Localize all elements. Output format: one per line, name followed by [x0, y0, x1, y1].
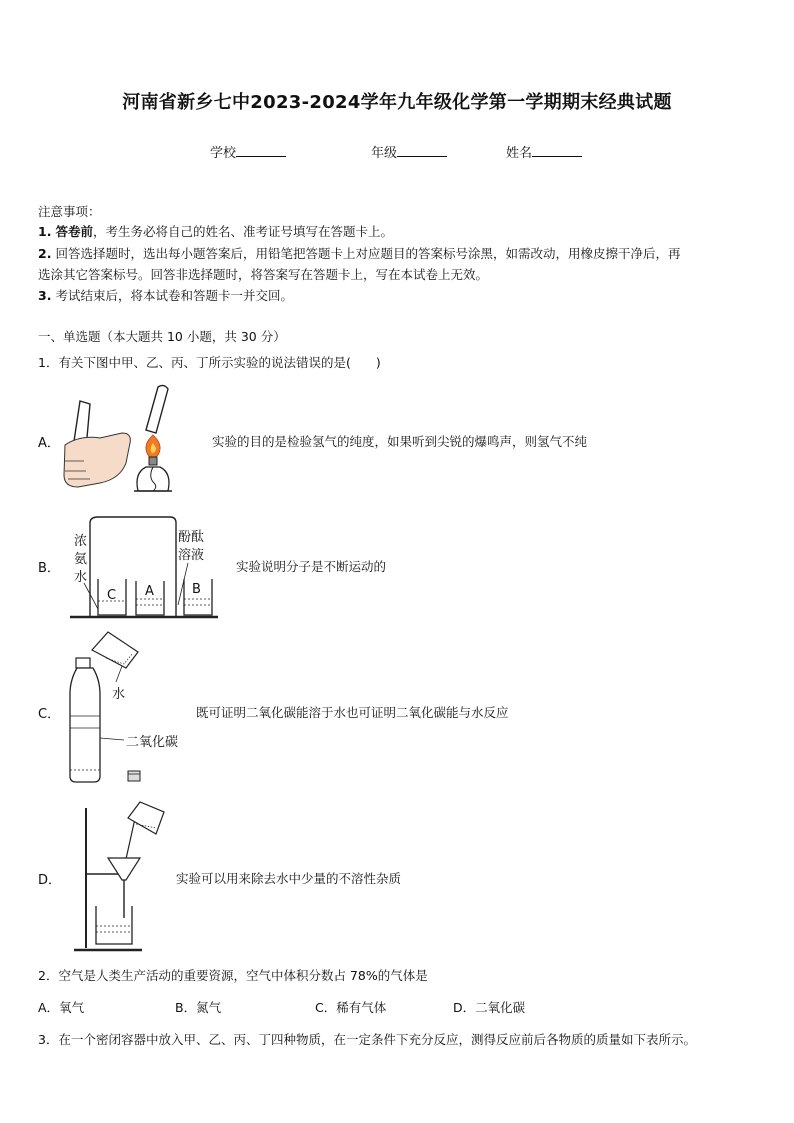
note-text: ，考生务必将自己的姓名、准考证号填写在答题卡上。	[92, 224, 393, 239]
note-item	[38, 264, 488, 285]
bell-jar-icon	[90, 517, 176, 617]
choice-option[interactable]	[453, 997, 525, 1018]
plastic-bottle-icon	[70, 658, 100, 782]
option-label: A．	[38, 1000, 60, 1015]
ammonia-label-1: 浓	[74, 534, 88, 549]
hand-icon	[64, 433, 130, 487]
beaker-label: A	[145, 584, 154, 599]
beaker-icon	[136, 581, 164, 615]
beaker-icon	[98, 579, 126, 615]
beaker-icon	[96, 906, 132, 944]
option-text: 既可证明二氧化碳能溶于水也可证明二氧化碳能与水反应	[196, 705, 509, 720]
choice-option[interactable]	[175, 997, 221, 1018]
option-label: D．	[453, 1000, 476, 1015]
note-item	[38, 221, 393, 242]
note-num: 3.	[38, 288, 52, 303]
page-title: 河南省新乡七中2023-2024学年九年级化学第一学期期末经典试题	[122, 92, 672, 113]
name-field[interactable]	[506, 142, 582, 161]
pouring-beaker-icon	[92, 632, 138, 668]
option-label: C．	[38, 707, 61, 722]
figure-ammonia-diffusion	[68, 513, 220, 623]
name-label: 姓名	[506, 146, 533, 161]
beaker-label: B	[192, 582, 201, 597]
note-text: 回答选择题时，选出每小题答案后，用铅笔把答题卡上对应题目的答案标号涂黑，如需改动，用橡皮擦干净后，再	[55, 246, 681, 261]
ammonia-label-2: 氨	[74, 552, 88, 567]
note-item	[38, 243, 680, 264]
option-label: B．	[38, 561, 60, 576]
note-item	[38, 285, 293, 306]
grade-field[interactable]	[371, 142, 447, 161]
option-text: 氮气	[196, 1000, 222, 1015]
bottle-cap-icon	[128, 771, 140, 781]
option-label: A．	[38, 436, 60, 451]
option-text: 实验说明分子是不断运动的	[236, 559, 387, 574]
note-text: 选涂其它答案标号。回答非选择题时，将答案写在答题卡上，写在本试卷上无效。	[38, 267, 489, 282]
beaker-icon	[184, 579, 212, 615]
option-label: C．	[315, 1000, 337, 1015]
beaker-label: C	[107, 588, 117, 603]
option-text: 实验可以用来除去水中少量的不溶性杂质	[176, 871, 402, 886]
school-blank[interactable]	[236, 145, 286, 157]
note-num: 2.	[38, 246, 52, 261]
flame-icon	[146, 435, 160, 458]
figure-filtration	[70, 800, 170, 955]
option-text: 稀有气体	[336, 1000, 387, 1015]
option-text: 氧气	[59, 1000, 85, 1015]
figure-hydrogen-test	[60, 383, 190, 498]
question-stem: 3．在一个密闭容器中放入甲、乙、丙、丁四种物质，在一定条件下充分反应，测得反应前后各物质的质量如下表所示。	[38, 1032, 696, 1047]
note-text: 考试结束后，将本试卷和答题卡一并交回。	[55, 288, 293, 303]
name-blank[interactable]	[532, 145, 582, 157]
inverted-tube-icon	[146, 385, 168, 433]
grade-blank[interactable]	[397, 145, 447, 157]
water-label: 水	[112, 687, 126, 702]
option-label: B．	[175, 1000, 197, 1015]
choice-option[interactable]	[38, 997, 84, 1018]
phenol-label-2: 溶液	[178, 548, 205, 563]
question-stem: 1．有关下图中甲、乙、丙、丁所示实验的说法错误的是( )	[38, 355, 381, 370]
pouring-beaker-icon	[128, 802, 164, 834]
option-text: 二氧化碳	[475, 1000, 526, 1015]
school-field[interactable]	[210, 142, 286, 161]
phenol-label-1: 酚酞	[178, 530, 205, 545]
figure-co2-bottle	[62, 630, 192, 785]
option-label: D．	[38, 873, 62, 888]
co2-label: 二氧化碳	[126, 735, 179, 750]
choice-option[interactable]	[315, 997, 386, 1018]
note-lead: 答卷前	[55, 224, 93, 239]
grade-label: 年级	[371, 146, 398, 161]
alcohol-lamp-icon	[134, 457, 172, 491]
school-label: 学校	[210, 146, 237, 161]
funnel-icon	[108, 858, 140, 918]
section-heading: 一、单选题（本大题共 10 小题，共 30 分）	[38, 329, 286, 344]
ammonia-label-3: 水	[74, 570, 88, 585]
option-text: 实验的目的是检验氢气的纯度，如果听到尖锐的爆鸣声，则氢气不纯	[212, 434, 588, 449]
question-stem: 2．空气是人类生产活动的重要资源，空气中体积分数占 78%的气体是	[38, 968, 428, 983]
note-num: 1.	[38, 224, 52, 239]
notes-heading: 注意事项：	[38, 204, 101, 219]
